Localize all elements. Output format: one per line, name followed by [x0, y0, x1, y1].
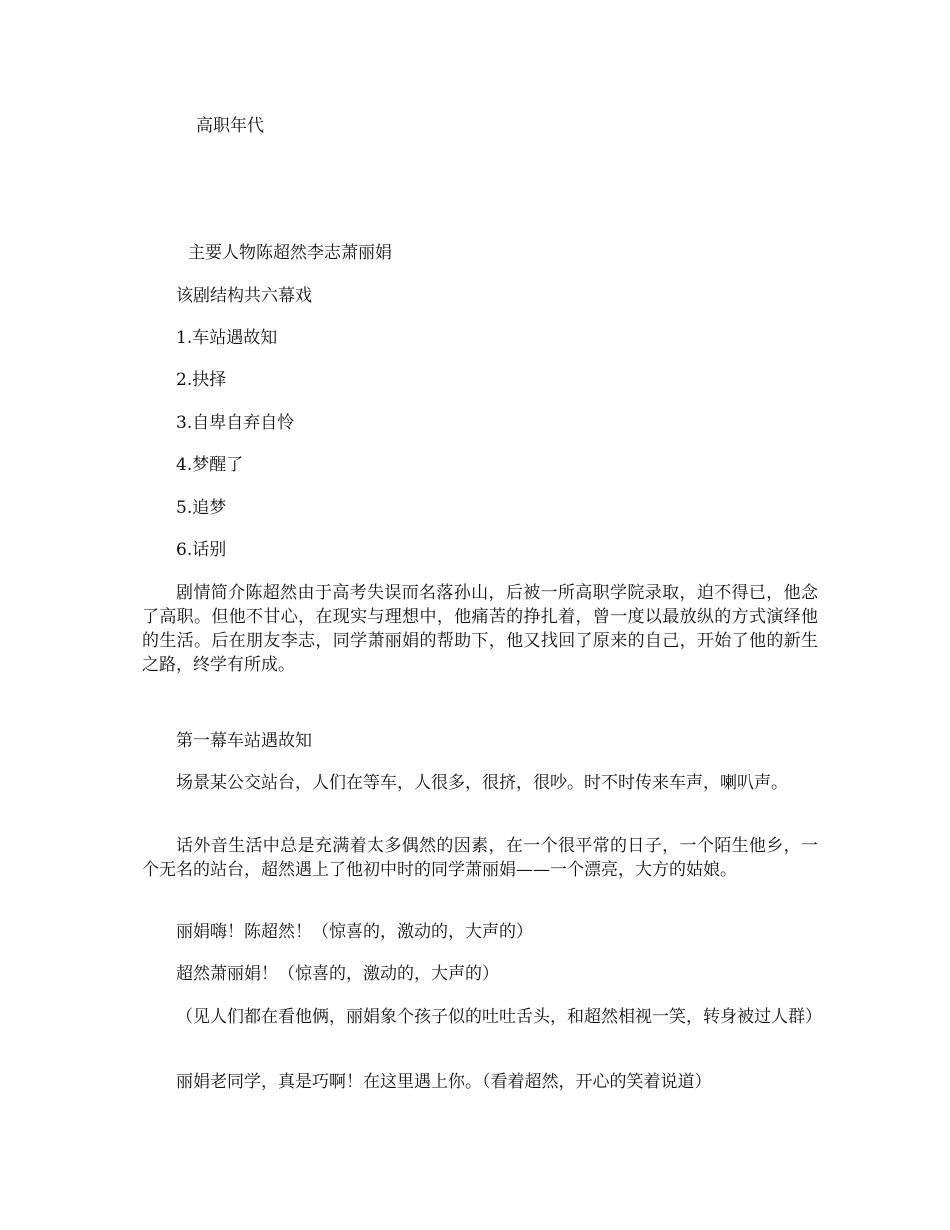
- characters-line: 主要人物陈超然李志萧丽娟: [188, 243, 392, 263]
- structure-line: 该剧结构共六幕戏: [176, 286, 312, 306]
- act-list-item: 4.梦醒了: [176, 455, 244, 475]
- document-title: 高职年代: [196, 116, 264, 136]
- act-list-item: 2.抉择: [176, 370, 227, 390]
- voiceover-paragraph: 话外音生活中总是充满着太多偶然的因素，在一个很平常的日子，一个陌生他乡，一个无名的站台，超然遇上了他初中时的同学萧丽娟——一个漂亮，大方的姑娘。: [142, 836, 818, 880]
- act-list-item: 1.车站遇故知: [176, 328, 278, 348]
- synopsis-paragraph: 剧情简介陈超然由于高考失误而名落孙山，后被一所高职学院录取，迫不得已，他念了高职。但他不甘心，在现实与理想中，他痛苦的挣扎着，曾一度以最放纵的方式演绎他的生活。后在朋友李志，同学萧丽娟的帮助下，他又找回了原来的自己，开始了他的新生之路，终学有所成。: [142, 583, 818, 675]
- act-list-item: 6.话别: [176, 540, 227, 560]
- dialogue-line: 丽娟老同学，真是巧啊！在这里遇上你。（看着超然，开心的笑着说道）: [176, 1072, 712, 1092]
- act-list-item: 5.追梦: [176, 498, 227, 518]
- act1-heading: 第一幕车站遇故知: [176, 731, 312, 751]
- act-list-item: 3.自卑自弃自怜: [176, 413, 295, 433]
- dialogue-line: 丽娟嗨！陈超然！（惊喜的，激动的，大声的）: [176, 922, 533, 942]
- scene-paragraph: 场景某公交站台，人们在等车，人很多，很挤，很吵。时不时传来车声，喇叭声。: [176, 773, 788, 793]
- dialogue-line: 超然萧丽娟！（惊喜的，激动的，大声的）: [176, 964, 499, 984]
- stage-direction-paragraph: （见人们都在看他俩，丽娟象个孩子似的吐吐舌头，和超然相视一笑，转身被过人群）: [176, 1007, 822, 1027]
